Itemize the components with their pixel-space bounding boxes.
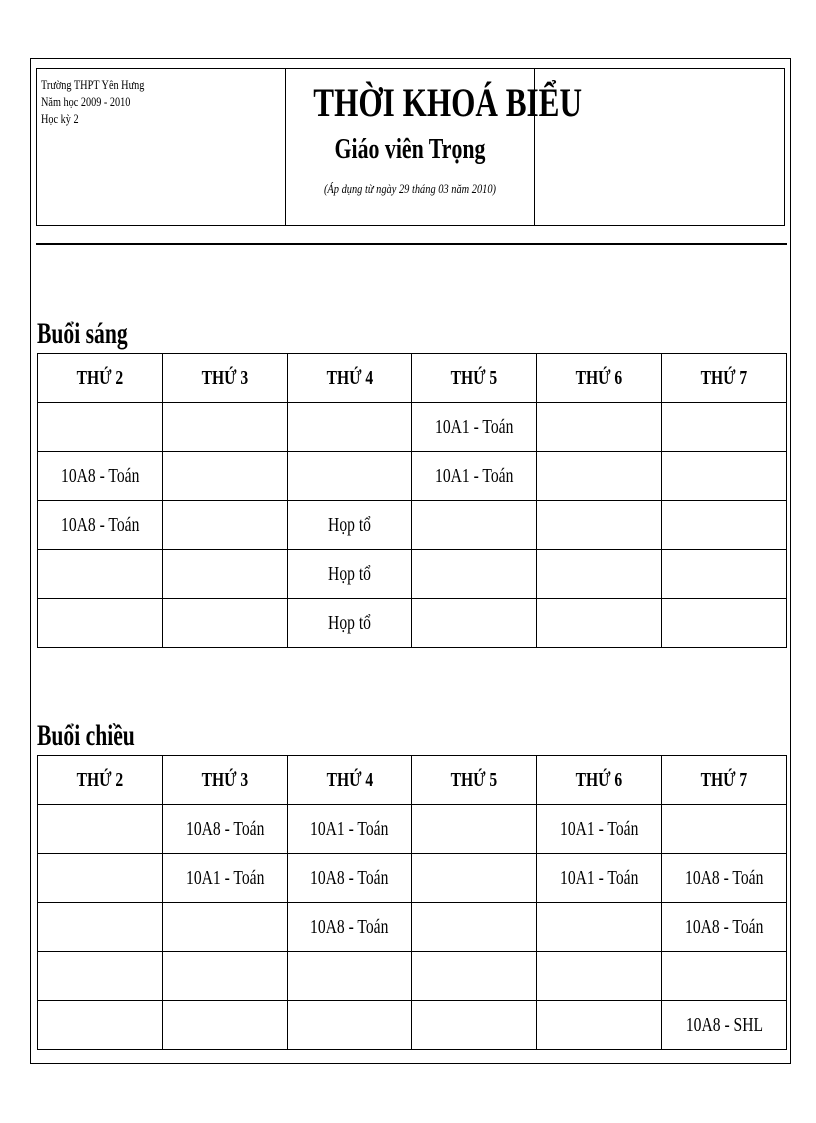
title-block	[286, 69, 583, 225]
day-header	[662, 756, 787, 805]
day-header-label: THỨ 6	[575, 768, 623, 791]
timetable-cell	[287, 599, 412, 648]
timetable-cell	[287, 1001, 412, 1050]
timetable-cell	[662, 952, 787, 1001]
table-row	[38, 952, 787, 1001]
timetable-cell	[412, 952, 537, 1001]
day-header	[412, 756, 537, 805]
timetable-cell	[38, 854, 163, 903]
timetable-cell	[162, 599, 287, 648]
timetable-cell	[162, 1001, 287, 1050]
lesson-label: Họp tổ	[328, 562, 372, 585]
day-header	[38, 354, 163, 403]
timetable-cell	[162, 805, 287, 854]
timetable-cell	[412, 805, 537, 854]
timetable-cell	[412, 1001, 537, 1050]
table-row	[38, 599, 787, 648]
timetable-cell	[287, 403, 412, 452]
lesson-label: 10A1 - Toán	[435, 464, 514, 487]
day-header	[162, 354, 287, 403]
page-title: THỜI KHOÁ BIỂU	[313, 80, 583, 125]
timetable-cell	[162, 952, 287, 1001]
applied-date: (Áp dụng từ ngày 29 tháng 03 năm 2010)	[323, 181, 497, 196]
timetable-cell	[412, 452, 537, 501]
afternoon-timetable	[37, 755, 787, 1050]
teacher-name: Giáo viên Trọng	[334, 134, 486, 165]
timetable-cell	[287, 501, 412, 550]
morning-timetable	[37, 353, 787, 648]
day-header	[412, 354, 537, 403]
timetable-cell	[537, 599, 662, 648]
timetable-cell	[537, 854, 662, 903]
table-row	[38, 854, 787, 903]
timetable-cell	[537, 1001, 662, 1050]
timetable-cell	[662, 599, 787, 648]
lesson-label: 10A1 - Toán	[560, 866, 639, 889]
timetable-cell	[38, 452, 163, 501]
table-row	[38, 805, 787, 854]
school-name: Trường THPT Yên Hưng	[41, 78, 145, 92]
timetable-cell	[537, 805, 662, 854]
timetable-cell	[162, 452, 287, 501]
timetable-cell	[537, 501, 662, 550]
timetable-cell	[662, 550, 787, 599]
day-header	[287, 354, 412, 403]
timetable-cell	[38, 550, 163, 599]
timetable-cell	[38, 599, 163, 648]
day-header-label: THỨ 4	[326, 768, 373, 791]
lesson-label: 10A8 - SHL	[685, 1013, 763, 1036]
day-header-label: THỨ 3	[201, 366, 249, 389]
header-box	[36, 68, 785, 226]
timetable-cell	[287, 903, 412, 952]
lesson-label: Họp tổ	[328, 513, 372, 536]
timetable-cell	[412, 403, 537, 452]
timetable-cell	[412, 903, 537, 952]
lesson-label: 10A8 - Toán	[60, 464, 140, 487]
day-header	[537, 756, 662, 805]
timetable-cell	[412, 550, 537, 599]
timetable-cell	[38, 1001, 163, 1050]
table-row	[38, 501, 787, 550]
lesson-label: 10A1 - Toán	[560, 817, 639, 840]
timetable-cell	[662, 501, 787, 550]
day-header	[662, 354, 787, 403]
timetable-cell	[38, 501, 163, 550]
day-header	[287, 756, 412, 805]
day-header-label: THỨ 5	[451, 768, 498, 791]
timetable-cell	[38, 403, 163, 452]
timetable-cell	[287, 805, 412, 854]
table-row	[38, 452, 787, 501]
afternoon-header-row	[38, 756, 787, 805]
lesson-label: 10A1 - Toán	[435, 415, 514, 438]
timetable-cell	[162, 550, 287, 599]
timetable-cell	[162, 903, 287, 952]
timetable-cell	[537, 452, 662, 501]
timetable-cell	[287, 550, 412, 599]
timetable-cell	[287, 452, 412, 501]
morning-header-row	[38, 354, 787, 403]
day-header-label: THỨ 3	[201, 768, 249, 791]
timetable-cell	[662, 854, 787, 903]
timetable-cell	[162, 501, 287, 550]
timetable-cell	[537, 903, 662, 952]
lesson-label: 10A8 - Toán	[310, 915, 389, 938]
lesson-label: 10A8 - Toán	[684, 866, 764, 889]
day-header-label: THỨ 6	[575, 366, 623, 389]
day-header-label: THỨ 7	[700, 768, 748, 791]
lesson-label: 10A8 - Toán	[684, 915, 764, 938]
timetable-cell	[38, 903, 163, 952]
timetable-cell	[412, 599, 537, 648]
timetable-cell	[412, 854, 537, 903]
timetable-cell	[662, 1001, 787, 1050]
day-header-label: THỨ 2	[76, 768, 124, 791]
timetable-cell	[537, 403, 662, 452]
day-header-label: THỨ 7	[700, 366, 748, 389]
school-year: Năm học 2009 - 2010	[41, 95, 131, 109]
day-header-label: THỨ 5	[451, 366, 498, 389]
header-divider	[36, 243, 787, 245]
table-row	[38, 903, 787, 952]
lesson-label: 10A8 - Toán	[60, 513, 140, 536]
timetable-cell	[38, 805, 163, 854]
table-row	[38, 403, 787, 452]
timetable-cell	[162, 854, 287, 903]
lesson-label: 10A1 - Toán	[310, 817, 389, 840]
day-header	[162, 756, 287, 805]
timetable-cell	[287, 854, 412, 903]
timetable-cell	[662, 903, 787, 952]
timetable-cell	[38, 952, 163, 1001]
table-row	[38, 1001, 787, 1050]
day-header	[38, 756, 163, 805]
timetable-cell	[537, 550, 662, 599]
timetable-cell	[287, 952, 412, 1001]
school-term: Học kỳ 2	[41, 112, 79, 126]
lesson-label: 10A1 - Toán	[185, 866, 264, 889]
lesson-label: 10A8 - Toán	[185, 817, 264, 840]
timetable-cell	[662, 452, 787, 501]
day-header	[537, 354, 662, 403]
day-header-label: THỨ 4	[326, 366, 373, 389]
afternoon-title: Buổi chiều	[37, 719, 135, 752]
lesson-label: 10A8 - Toán	[310, 866, 389, 889]
day-header-label: THỨ 2	[76, 366, 124, 389]
timetable-cell	[162, 403, 287, 452]
table-row	[38, 550, 787, 599]
timetable-cell	[412, 501, 537, 550]
timetable-cell	[662, 403, 787, 452]
timetable-cell	[537, 952, 662, 1001]
timetable-cell	[662, 805, 787, 854]
morning-title: Buổi sáng	[37, 317, 128, 350]
lesson-label: Họp tổ	[328, 611, 372, 634]
school-info	[37, 69, 286, 225]
